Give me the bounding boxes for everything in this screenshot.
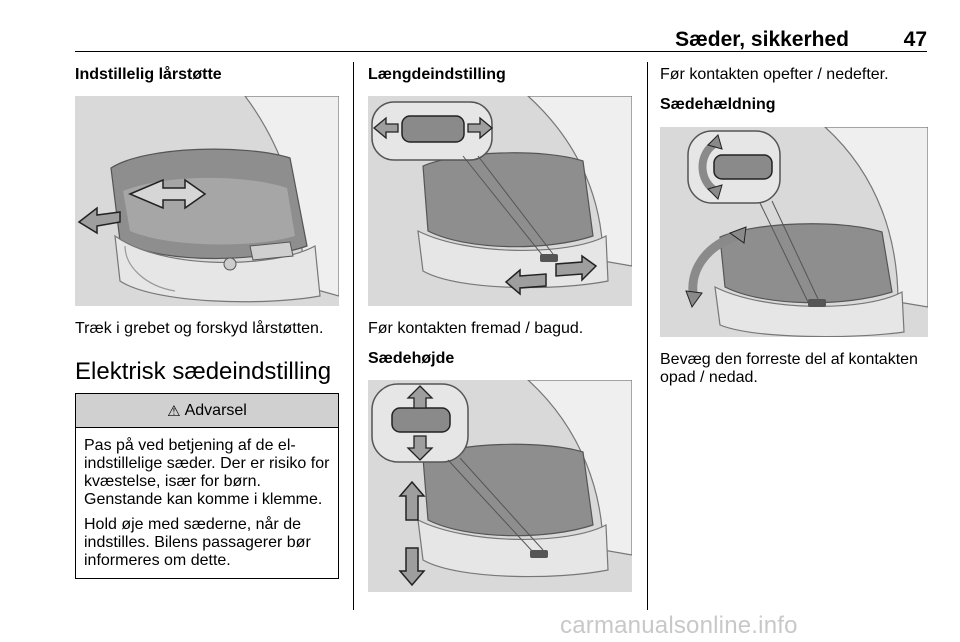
caption-longitudinal: Før kontakten fremad / bagud. xyxy=(368,320,584,337)
seat-tilt-adjust-illustration xyxy=(660,127,928,337)
page-number: 47 xyxy=(903,28,927,51)
warning-box xyxy=(75,393,339,579)
watermark: carmanualsonline.info xyxy=(560,612,798,639)
heading-thigh-support: Indstillelig lårstøtte xyxy=(75,66,222,83)
caption-thigh-support: Træk i grebet og forskyd lårstøtten. xyxy=(75,320,324,337)
heading-longitudinal: Længdeindstilling xyxy=(368,66,506,83)
warning-header xyxy=(76,394,338,428)
seat-height-adjust-illustration xyxy=(368,380,632,592)
warning-paragraph: Pas på ved betjening af de el-indstillelige sæder. Der er risiko for kvæstelse, især for børn. Genstande kan komme i klemme. xyxy=(84,437,330,508)
page-header xyxy=(75,26,927,52)
section-title: Sæder, sikkerhed xyxy=(675,28,849,51)
heading-electric-seat: Elektrisk sædeindstilling xyxy=(75,358,332,385)
column-divider xyxy=(647,62,648,610)
heading-seat-tilt: Sædehældning xyxy=(660,96,776,113)
seat-thigh-support-illustration xyxy=(75,96,339,306)
warning-triangle-icon: ⚠ xyxy=(167,402,181,420)
warning-title: Advarsel xyxy=(184,401,247,419)
seat-longitudinal-adjust-illustration xyxy=(368,96,632,306)
caption-seat-tilt: Bevæg den forreste del af kontakten opad / nedad. xyxy=(660,351,918,386)
warning-body xyxy=(76,428,338,570)
warning-paragraph: Hold øje med sæderne, når de indstilles. Bilens passagerer bør informeres om dette. xyxy=(84,516,311,569)
intro-height: Før kontakten opefter / nedefter. xyxy=(660,66,889,83)
heading-seat-height: Sædehøjde xyxy=(368,350,455,367)
column-divider xyxy=(353,62,354,610)
